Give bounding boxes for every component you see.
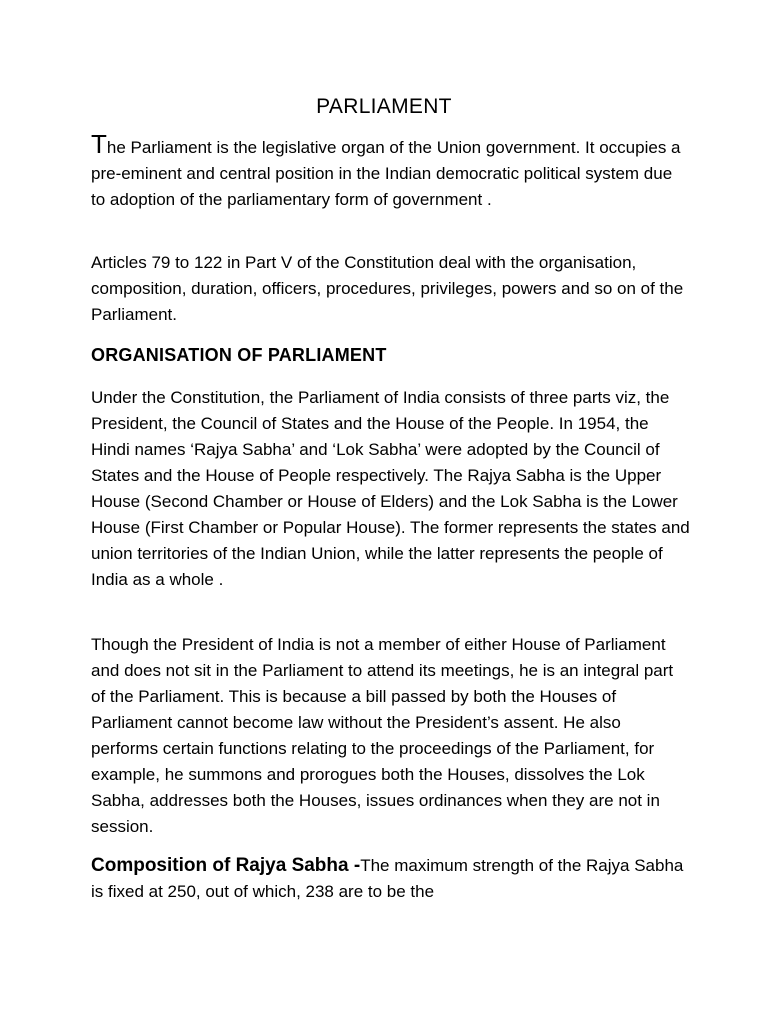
president-paragraph: Though the President of India is not a member of either House of Parliament and does not sit in the Parliament to attend its meetings, he is an integral part of the Parliament. This is because a bill passed by both the Houses of Parliament cannot become law without the President’s assent. He also performs certain functions relating to the proceedings of the Parliament, for example, he summons and prorogues both the Houses, dissolves the Lok Sabha, addresses both the Houses, issues ordinances when they are not in session.	[91, 635, 674, 836]
document-title: PARLIAMENT	[316, 95, 452, 118]
intro-text: he Parliament is the legislative organ of the Union government. It occupies a pre-eminent and central position in the Indian democratic political system due to adoption of the parliamentary form of government .	[91, 138, 681, 209]
intro-paragraph	[91, 131, 691, 213]
composition-text: The maximum strength of the Rajya Sabha is fixed at 250, out of which, 238 are to be the	[91, 856, 684, 901]
organisation-paragraph: Under the Constitution, the Parliament of India consists of three parts viz, the President, the Council of States and the House of the People. In 1954, the Hindi names ‘Rajya Sabha’ and ‘Lok Sabha’ were adopted by the Council of States and the House of People respectively. The Rajya Sabha is the Upper House (Second Chamber or House of Elders) and the Lok Sabha is the Lower House (First Chamber or Popular House). The former represents the states and union territories of the Indian Union, while the latter represents the people of India as a whole .	[91, 388, 690, 589]
composition-paragraph	[91, 853, 691, 905]
composition-heading: Composition of Rajya Sabha -	[91, 855, 361, 876]
articles-paragraph: Articles 79 to 122 in Part V of the Constitution deal with the organisation, composition, duration, officers, procedures, privileges, powers and so on of the Parliament.	[91, 253, 684, 324]
intro-drop-cap: T	[91, 129, 107, 159]
organisation-heading: ORGANISATION OF PARLIAMENT	[91, 345, 387, 365]
